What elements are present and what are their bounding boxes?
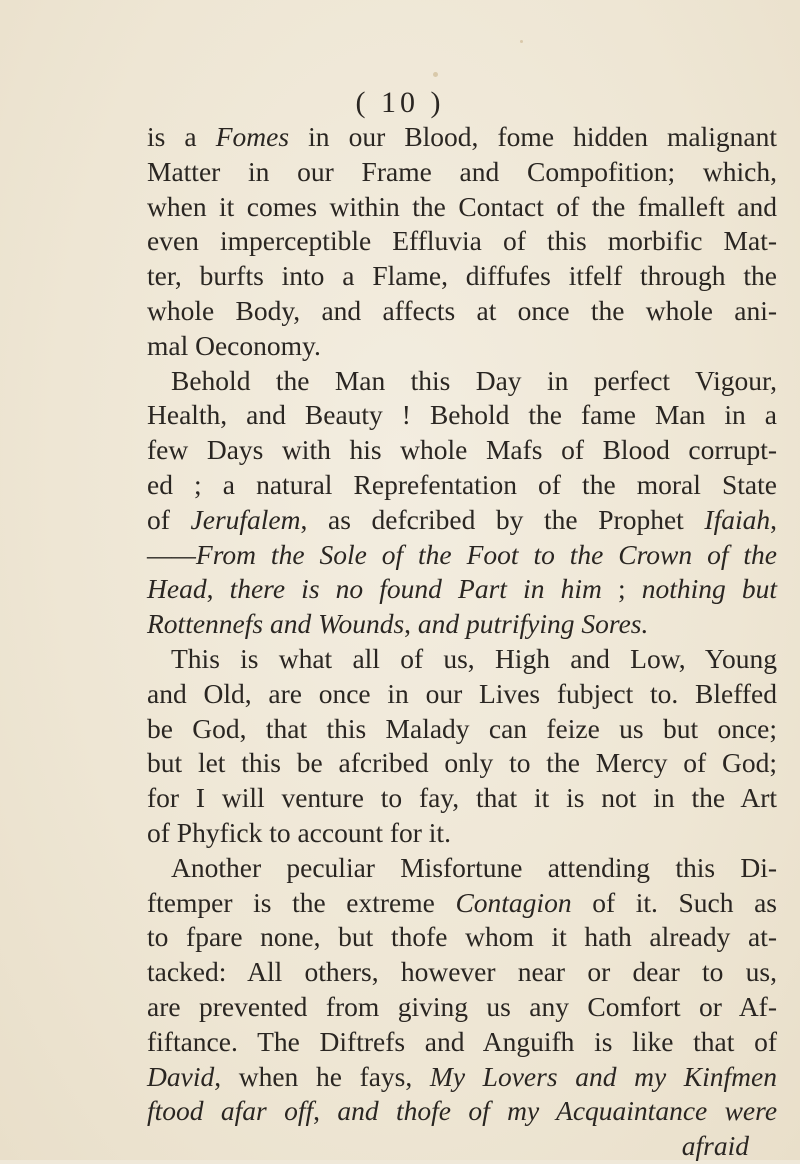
italic-text: Rottennefs and Wounds: [147, 608, 405, 640]
text-run: ;: [601, 573, 642, 605]
text-line: [147, 1025, 777, 1060]
text-line: [147, 329, 777, 364]
text-run: for I will venture to fay, that it is not in the Art: [147, 782, 777, 814]
text-line: [147, 155, 777, 190]
italic-text: ftood afar off: [147, 1095, 314, 1127]
text-run: ter, burfts into a Flame, diffufes itfelf through the: [147, 260, 777, 292]
text-run: fiftance. The Diftrefs and Anguifh is like that of: [147, 1025, 777, 1057]
italic-text: My Lovers and my Kinfmen: [429, 1060, 778, 1092]
page-number: ( 10 ): [355, 86, 445, 119]
text-run: when it comes within the Contact of the fmalleft and: [147, 190, 777, 222]
text-line: [147, 259, 777, 294]
paper-speck: [433, 72, 438, 77]
italic-text: Ifaiah: [704, 503, 771, 535]
text-run: Health, and Beauty ! Behold the fame Man in a: [147, 399, 777, 431]
italic-text: Jerufalem: [190, 503, 301, 535]
text-line: [147, 120, 777, 155]
text-line: [147, 990, 777, 1025]
italic-text: and putrifying Sores.: [417, 608, 649, 640]
italic-text: Head: [147, 573, 207, 605]
text-line: [147, 294, 777, 329]
text-line: [147, 886, 777, 921]
text-line: [147, 1060, 777, 1095]
paper-speck: [520, 40, 523, 43]
text-line: [147, 955, 777, 990]
text-run: Another peculiar Misfortune attending this Di-: [171, 851, 777, 883]
text-line: [147, 781, 777, 816]
text-run: even imperceptible Effluvia of this morbific Mat-: [147, 225, 777, 257]
text-run: of it. Such as: [571, 886, 777, 918]
text-run: few Days with his whole Mafs of Blood corrupt-: [147, 434, 777, 466]
catchword: [147, 1129, 777, 1164]
text-line: [147, 224, 777, 259]
text-line: [147, 538, 777, 573]
text-run: is a: [147, 121, 216, 152]
text-run: , as defcribed by the Prophet: [300, 503, 705, 535]
text-line: [147, 920, 777, 955]
text-run: ,: [206, 573, 230, 605]
text-line: [147, 1094, 777, 1129]
text-run: but let this be afcribed only to the Mercy of God;: [147, 747, 777, 779]
italic-text: and thofe of my Acquaintance were: [337, 1095, 778, 1127]
body-text: [147, 120, 777, 1164]
text-run: Matter in our Frame and Compofition; which,: [147, 155, 777, 187]
text-run: This is what all of us, High and Low, Young: [171, 642, 777, 674]
text-run: ed ; a natural Reprefentation of the moral State: [147, 468, 777, 500]
italic-text: there is no found Part in him: [229, 573, 602, 605]
italic-text: Fomes: [215, 121, 290, 152]
text-line: [147, 607, 777, 642]
text-run: mal Oeconomy.: [147, 329, 321, 361]
text-line: [147, 398, 777, 433]
text-run: in our Blood, fome hidden malignant: [289, 121, 777, 152]
text-line: [147, 712, 777, 747]
italic-text: nothing but: [641, 573, 778, 605]
text-run: ,: [313, 1095, 338, 1127]
text-run: of Phyfick to account for it.: [147, 816, 451, 848]
text-line: [147, 816, 777, 851]
text-run: ftemper is the extreme: [147, 886, 456, 918]
text-line: [147, 746, 777, 781]
text-run: whole Body, and affects at once the whole ani-: [147, 294, 777, 326]
text-run: be God, that this Malady can feize us but once;: [147, 712, 777, 744]
text-line: [147, 364, 777, 399]
text-run: of: [147, 503, 191, 535]
italic-text: afraid: [681, 1130, 749, 1162]
italic-text: Contagion: [455, 886, 572, 918]
text-run: and Old, are once in our Lives fubject to. Bleffed: [147, 677, 777, 709]
text-run: tacked: All others, however near or dear to us,: [147, 956, 777, 988]
text-line: [147, 503, 777, 538]
italic-text: David: [147, 1060, 215, 1092]
text-line: [147, 642, 777, 677]
text-run: ,: [770, 503, 777, 535]
text-run: ,: [404, 608, 418, 640]
text-run: Behold the Man this Day in perfect Vigour,: [171, 364, 777, 396]
text-run: , when he fays,: [214, 1060, 430, 1092]
text-line: [147, 433, 777, 468]
text-line: [147, 190, 777, 225]
text-line: [147, 468, 777, 503]
text-line: [147, 677, 777, 712]
text-run: are prevented from giving us any Comfort or Af-: [147, 990, 777, 1022]
text-line: [147, 851, 777, 886]
text-run: to fpare none, but thofe whom it hath already at-: [147, 921, 777, 953]
text-line: [147, 572, 777, 607]
italic-text: ——From the Sole of the Foot to the Crown of the: [147, 538, 777, 570]
